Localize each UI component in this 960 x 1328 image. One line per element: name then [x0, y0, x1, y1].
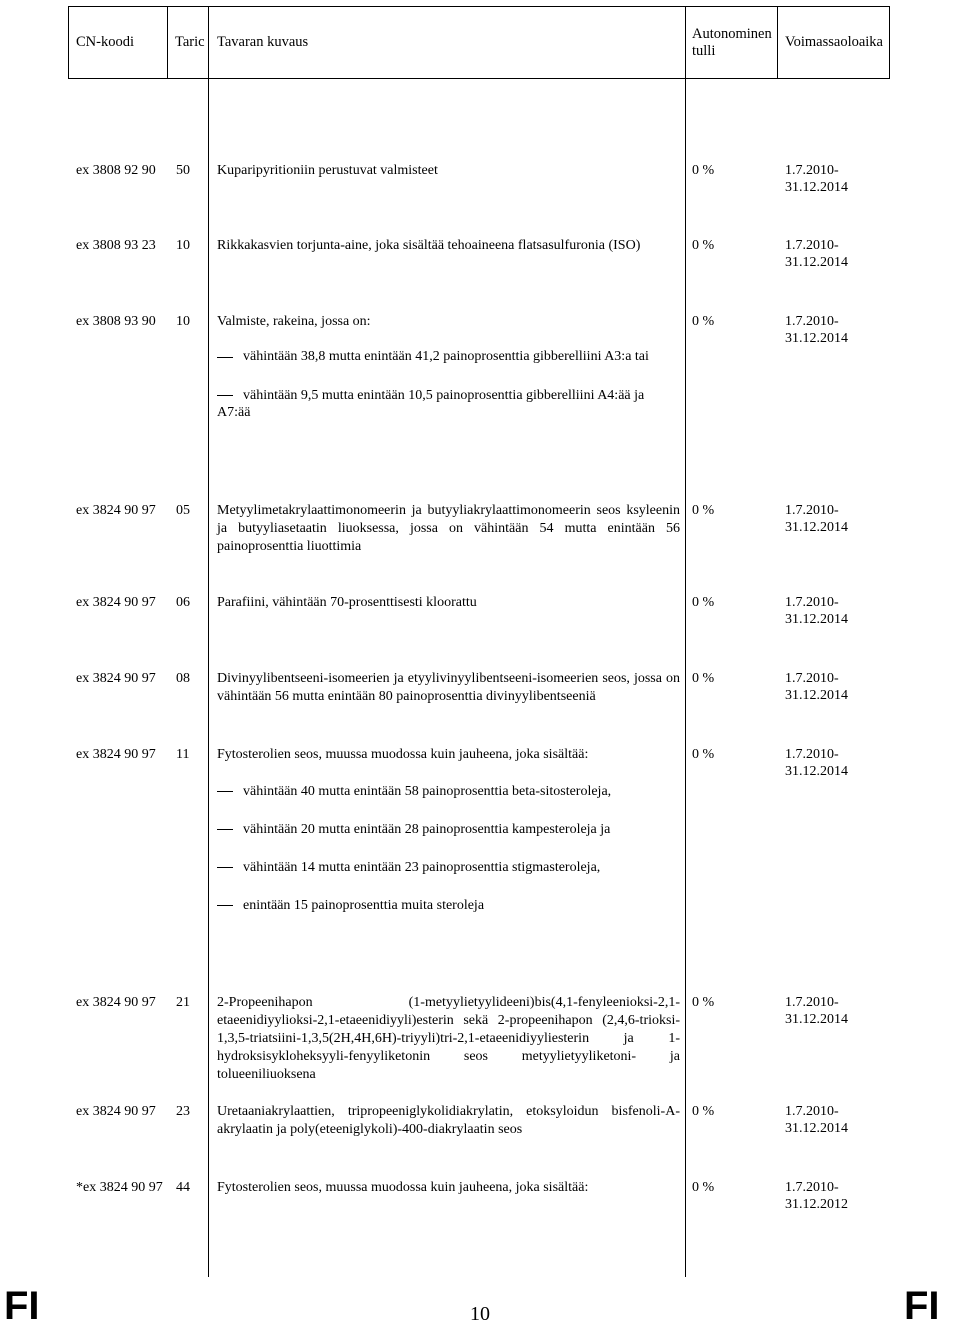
row-6-duty: 0 %	[692, 747, 715, 762]
row-9-duty: 0 %	[692, 1180, 715, 1195]
row-1-valid-to: 31.12.2014	[785, 255, 848, 270]
row-5-duty: 0 %	[692, 671, 715, 686]
footer-language-right: FI	[904, 1284, 940, 1328]
row-3-cn-code: ex 3824 90 97	[76, 503, 156, 518]
row-7-cn-code: ex 3824 90 97	[76, 995, 156, 1010]
row-2-sub-1-dash	[217, 395, 233, 396]
row-0-valid-from: 1.7.2010-	[785, 163, 839, 178]
row-4-valid-from: 1.7.2010-	[785, 595, 839, 610]
row-9-cn-code: *ex 3824 90 97	[76, 1180, 163, 1195]
row-0-valid-to: 31.12.2014	[785, 180, 848, 195]
row-4-cn-code: ex 3824 90 97	[76, 595, 156, 610]
row-9-taric: 44	[176, 1180, 190, 1195]
row-2-sub-1: vähintään 9,5 mutta enintään 10,5 painoprosenttia gibberelliini A4:ää ja	[243, 388, 645, 403]
row-3-valid-to: 31.12.2014	[785, 520, 848, 535]
header-duty-line1: Autonominen	[692, 26, 772, 42]
row-1-taric: 10	[176, 238, 190, 253]
row-6-valid-to: 31.12.2014	[785, 764, 848, 779]
row-3-duty: 0 %	[692, 503, 715, 518]
row-1-valid-from: 1.7.2010-	[785, 238, 839, 253]
header-cn-code: CN-koodi	[76, 34, 134, 50]
row-5-description: Divinyylibentseeni-isomeerien ja etyylivinyylibentseeni-isomeerien seos, jossa on vähintään 56 mutta enintään 80 painoprosenttia divinyylibentseeniä	[217, 671, 680, 704]
row-8-taric: 23	[176, 1104, 190, 1119]
row-2-sub-0: vähintään 38,8 mutta enintään 41,2 painoprosenttia gibberelliini A3:a tai	[243, 349, 649, 364]
row-2-duty: 0 %	[692, 314, 715, 329]
border-right-header	[889, 6, 890, 79]
header-description: Tavaran kuvaus	[217, 34, 309, 50]
page-number: 10	[470, 1303, 490, 1325]
row-5-cn-code: ex 3824 90 97	[76, 671, 156, 686]
row-6-taric: 11	[176, 747, 190, 762]
row-5-valid-from: 1.7.2010-	[785, 671, 839, 686]
col-separator-duty-valid	[777, 6, 778, 79]
row-4-description: Parafiini, vähintään 70-prosenttisesti kloorattu	[217, 595, 477, 610]
row-8-description: Uretaaniakrylaattien, tripropeeniglykolidiakrylatin, etoksyloidun bisfenoli-A-akrylaatin ja poly(eteeniglykoli)-400-diakrylaatin seos	[217, 1104, 680, 1137]
row-8-valid-to: 31.12.2014	[785, 1121, 848, 1136]
row-3-taric: 05	[176, 503, 190, 518]
row-6-sub-0: vähintään 40 mutta enintään 58 painoprosenttia beta-sitosteroleja,	[243, 784, 612, 799]
row-7-duty: 0 %	[692, 995, 715, 1010]
row-2-sub-0-dash	[217, 357, 233, 358]
row-5-valid-to: 31.12.2014	[785, 688, 848, 703]
row-7-valid-from: 1.7.2010-	[785, 995, 839, 1010]
row-9-valid-from: 1.7.2010-	[785, 1180, 839, 1195]
row-8-duty: 0 %	[692, 1104, 715, 1119]
row-1-cn-code: ex 3808 93 23	[76, 238, 156, 253]
row-4-taric: 06	[176, 595, 190, 610]
row-2-taric: 10	[176, 314, 190, 329]
row-2-cn-code: ex 3808 93 90	[76, 314, 156, 329]
row-4-valid-to: 31.12.2014	[785, 612, 848, 627]
row-6-sub-2-dash	[217, 867, 233, 868]
row-6-sub-1: vähintään 20 mutta enintään 28 painoprosenttia kampesteroleja ja	[243, 822, 611, 837]
row-1-duty: 0 %	[692, 238, 715, 253]
row-6-valid-from: 1.7.2010-	[785, 747, 839, 762]
row-6-sub-2: vähintään 14 mutta enintään 23 painoprosenttia stigmasteroleja,	[243, 860, 601, 875]
row-7-valid-to: 31.12.2014	[785, 1012, 848, 1027]
header-bottom-border	[68, 78, 890, 79]
col-separator-cn-taric	[167, 6, 168, 79]
footer-language-left: FI	[4, 1284, 40, 1328]
row-0-cn-code: ex 3808 92 90	[76, 163, 156, 178]
row-6-description: Fytosterolien seos, muussa muodossa kuin jauheena, joka sisältää:	[217, 747, 589, 762]
row-7-taric: 21	[176, 995, 190, 1010]
table-top-border	[68, 6, 890, 7]
header-duty-line2: tulli	[692, 43, 716, 59]
col-separator-taric-desc	[208, 6, 209, 1277]
row-0-taric: 50	[176, 163, 190, 178]
row-9-description: Fytosterolien seos, muussa muodossa kuin jauheena, joka sisältää:	[217, 1180, 589, 1195]
row-6-sub-0-dash	[217, 791, 233, 792]
border-left-header	[68, 6, 69, 79]
row-0-duty: 0 %	[692, 163, 715, 178]
row-8-valid-from: 1.7.2010-	[785, 1104, 839, 1119]
header-validity: Voimassaoloaika	[785, 34, 883, 50]
row-0-description: Kuparipyritioniin perustuvat valmisteet	[217, 163, 438, 178]
row-8-cn-code: ex 3824 90 97	[76, 1104, 156, 1119]
row-3-description: Metyylimetakrylaattimonomeerin ja butyyliakrylaattimonomeerin seos ksyleenin ja butyyliasetaatin liuoksessa, jossa on vähintään 54 mutta enintään 56 painoprosenttia liuottimia	[217, 503, 680, 554]
col-separator-desc-duty	[685, 6, 686, 1277]
header-taric: Taric	[175, 34, 205, 50]
row-9-valid-to: 31.12.2012	[785, 1197, 848, 1212]
row-6-cn-code: ex 3824 90 97	[76, 747, 156, 762]
row-2-description: Valmiste, rakeina, jossa on:	[217, 314, 371, 329]
row-2-sub-1-cont: A7:ää	[217, 405, 251, 420]
row-6-sub-1-dash	[217, 829, 233, 830]
row-2-valid-to: 31.12.2014	[785, 331, 848, 346]
row-5-taric: 08	[176, 671, 190, 686]
row-7-description: 2-Propeenihapon (1-metyylietyylideeni)bis(4,1-fenyleenioksi-2,1-etaeenidiyylioksi-2,1-etaeenidiyyli)esterin sekä 2-propeenihapon (2,4,6-trioksi-1,3,5-triatsiini-1,3,5(2H,4H,6H)-triyyli)tri-2,1-etaeenidiyyliesterin ja 1-hydroksisykloheksyyli-fenyyliketonin seos metyylietyyliketoni- ja tolueeniliuoksena	[217, 995, 680, 1082]
row-4-duty: 0 %	[692, 595, 715, 610]
row-3-valid-from: 1.7.2010-	[785, 503, 839, 518]
row-6-sub-3: enintään 15 painoprosenttia muita steroleja	[243, 898, 485, 913]
row-2-valid-from: 1.7.2010-	[785, 314, 839, 329]
row-6-sub-3-dash	[217, 905, 233, 906]
row-1-description: Rikkakasvien torjunta-aine, joka sisältää tehoaineena flatsasulfuronia (ISO)	[217, 238, 641, 253]
